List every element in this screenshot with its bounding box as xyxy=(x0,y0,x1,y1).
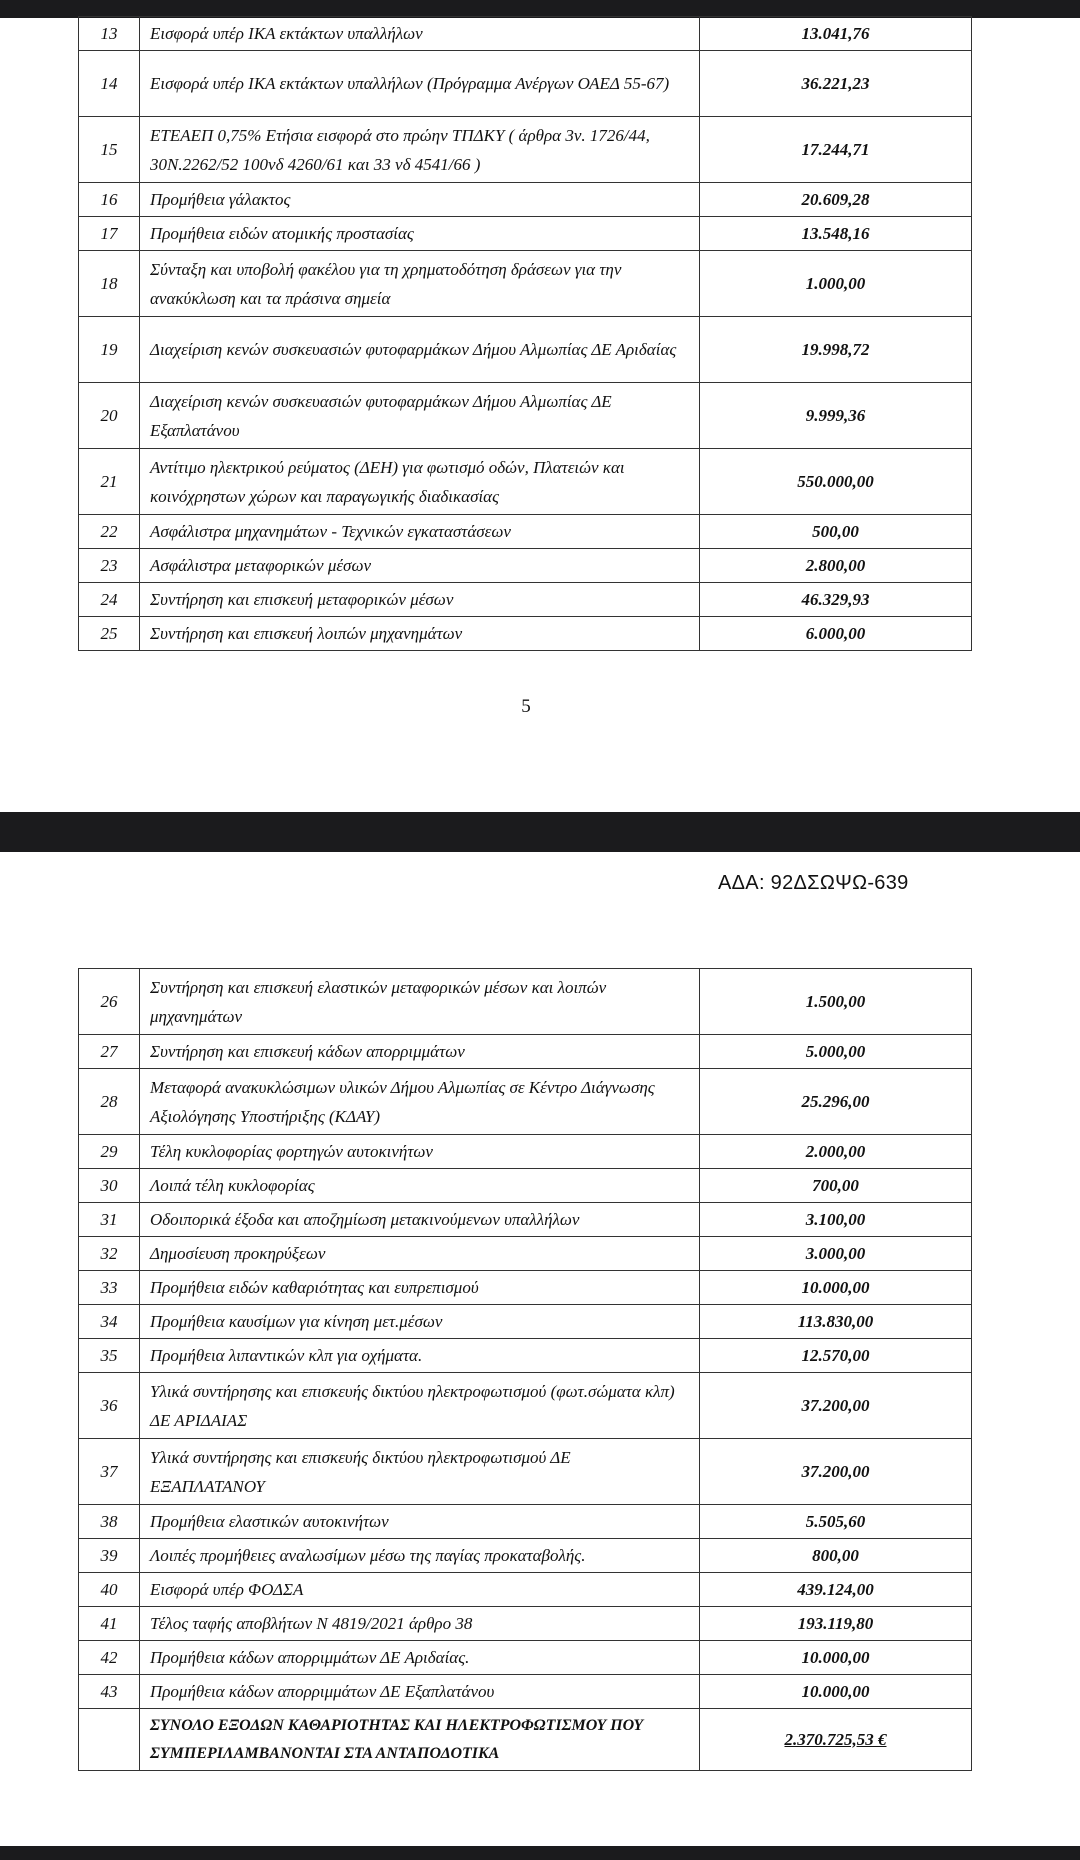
row-amount: 9.999,36 xyxy=(700,383,972,449)
row-number: 14 xyxy=(79,51,140,117)
row-number: 31 xyxy=(79,1203,140,1237)
row-amount: 550.000,00 xyxy=(700,449,972,515)
table-row xyxy=(79,1169,972,1203)
row-number: 33 xyxy=(79,1271,140,1305)
table-row xyxy=(79,1271,972,1305)
row-number: 36 xyxy=(79,1373,140,1439)
row-number: 15 xyxy=(79,117,140,183)
table-row xyxy=(79,1035,972,1069)
row-number: 38 xyxy=(79,1505,140,1539)
table-row xyxy=(79,549,972,583)
row-number: 22 xyxy=(79,515,140,549)
row-description: Προμήθεια κάδων απορριμμάτων ΔΕ Αριδαίας. xyxy=(140,1641,700,1675)
row-description: Τέλος ταφής αποβλήτων Ν 4819/2021 άρθρο 38 xyxy=(140,1607,700,1641)
row-amount: 6.000,00 xyxy=(700,617,972,651)
row-amount: 10.000,00 xyxy=(700,1271,972,1305)
table-row xyxy=(79,1069,972,1135)
total-label: ΣΥΝΟΛΟ ΕΞΟΔΩΝ ΚΑΘΑΡΙΟΤΗΤΑΣ ΚΑΙ ΗΛΕΚΤΡΟΦΩΤΙΣΜΟΥ ΠΟΥ ΣΥΜΠΕΡΙΛΑΜΒΑΝΟΝΤΑΙ ΣΤΑ ΑΝΤΑΠΟΔΟΤΙΚΑ xyxy=(140,1709,700,1771)
row-number: 18 xyxy=(79,251,140,317)
row-description: Υλικά συντήρησης και επισκευής δικτύου ηλεκτροφωτισμού (φωτ.σώματα κλπ) ΔΕ ΑΡΙΔΑΙΑΣ xyxy=(140,1373,700,1439)
table-row xyxy=(79,449,972,515)
row-amount: 500,00 xyxy=(700,515,972,549)
table-row xyxy=(79,217,972,251)
row-number: 24 xyxy=(79,583,140,617)
page-separator-band xyxy=(0,812,1080,852)
table-row xyxy=(79,1237,972,1271)
row-amount: 3.000,00 xyxy=(700,1237,972,1271)
row-amount: 36.221,23 xyxy=(700,51,972,117)
row-description: Προμήθεια ειδών καθαριότητας και ευπρεπισμού xyxy=(140,1271,700,1305)
table-row xyxy=(79,1339,972,1373)
row-amount: 12.570,00 xyxy=(700,1339,972,1373)
row-description: Αντίτιμο ηλεκτρικού ρεύματος (ΔΕΗ) για φωτισμό οδών, Πλατειών και κοινόχρηστων χώρων και παραγωγικής διαδικασίας xyxy=(140,449,700,515)
row-description: Διαχείριση κενών συσκευασιών φυτοφαρμάκων Δήμου Αλμωπίας ΔΕ Αριδαίας xyxy=(140,317,700,383)
row-amount: 10.000,00 xyxy=(700,1675,972,1709)
ada-code: ΑΔΑ: 92ΔΣΩΨΩ-639 xyxy=(718,872,909,894)
row-number: 43 xyxy=(79,1675,140,1709)
table-row xyxy=(79,51,972,117)
row-description: Προμήθεια κάδων απορριμμάτων ΔΕ Εξαπλατάνου xyxy=(140,1675,700,1709)
row-amount: 3.100,00 xyxy=(700,1203,972,1237)
table-row xyxy=(79,1641,972,1675)
row-number: 37 xyxy=(79,1439,140,1505)
table-row xyxy=(79,117,972,183)
table-row xyxy=(79,1373,972,1439)
row-description: Προμήθεια γάλακτος xyxy=(140,183,700,217)
row-number: 35 xyxy=(79,1339,140,1373)
table-row xyxy=(79,515,972,549)
row-amount: 5.505,60 xyxy=(700,1505,972,1539)
row-description: Λοιπά τέλη κυκλοφορίας xyxy=(140,1169,700,1203)
row-amount: 2.800,00 xyxy=(700,549,972,583)
row-amount: 193.119,80 xyxy=(700,1607,972,1641)
row-number: 16 xyxy=(79,183,140,217)
row-description: Συντήρηση και επισκευή ελαστικών μεταφορικών μέσων και λοιπών μηχανημάτων xyxy=(140,969,700,1035)
table-row xyxy=(79,969,972,1035)
table-row xyxy=(79,383,972,449)
row-description: Δημοσίευση προκηρύξεων xyxy=(140,1237,700,1271)
row-number: 26 xyxy=(79,969,140,1035)
row-number: 32 xyxy=(79,1237,140,1271)
row-amount: 700,00 xyxy=(700,1169,972,1203)
table-row xyxy=(79,583,972,617)
row-number: 39 xyxy=(79,1539,140,1573)
row-amount: 13.041,76 xyxy=(700,17,972,51)
row-description: Εισφορά υπέρ ΙΚΑ εκτάκτων υπαλλήλων xyxy=(140,17,700,51)
table-row xyxy=(79,251,972,317)
row-amount: 17.244,71 xyxy=(700,117,972,183)
table-row xyxy=(79,17,972,51)
table-row xyxy=(79,1439,972,1505)
row-number: 28 xyxy=(79,1069,140,1135)
expenses-table-page-5 xyxy=(78,16,972,651)
row-number: 40 xyxy=(79,1573,140,1607)
row-number: 34 xyxy=(79,1305,140,1339)
bottom-dark-band xyxy=(0,1846,1080,1860)
table-row xyxy=(79,1203,972,1237)
row-amount: 1.500,00 xyxy=(700,969,972,1035)
row-description: Προμήθεια ελαστικών αυτοκινήτων xyxy=(140,1505,700,1539)
row-number: 30 xyxy=(79,1169,140,1203)
row-number: 21 xyxy=(79,449,140,515)
row-amount: 800,00 xyxy=(700,1539,972,1573)
row-amount: 25.296,00 xyxy=(700,1069,972,1135)
row-amount: 37.200,00 xyxy=(700,1373,972,1439)
row-amount: 13.548,16 xyxy=(700,217,972,251)
table-row xyxy=(79,617,972,651)
row-number: 25 xyxy=(79,617,140,651)
row-number: 42 xyxy=(79,1641,140,1675)
row-description: ΕΤΕΑΕΠ 0,75% Ετήσια εισφορά στο πρώην ΤΠΔΚΥ ( άρθρα 3ν. 1726/44, 30Ν.2262/52 100νδ 4260/61 και 33 νδ 4541/66 ) xyxy=(140,117,700,183)
row-description: Συντήρηση και επισκευή κάδων απορριμμάτων xyxy=(140,1035,700,1069)
row-amount: 2.000,00 xyxy=(700,1135,972,1169)
row-description: Εισφορά υπέρ ΦΟΔΣΑ xyxy=(140,1573,700,1607)
row-amount: 19.998,72 xyxy=(700,317,972,383)
row-number: 29 xyxy=(79,1135,140,1169)
row-description: Προμήθεια καυσίμων για κίνηση μετ.μέσων xyxy=(140,1305,700,1339)
row-amount: 46.329,93 xyxy=(700,583,972,617)
table-row xyxy=(79,1135,972,1169)
row-description: Οδοιπορικά έξοδα και αποζημίωση μετακινούμενων υπαλλήλων xyxy=(140,1203,700,1237)
row-description: Προμήθεια ειδών ατομικής προστασίας xyxy=(140,217,700,251)
row-description: Προμήθεια λιπαντικών κλπ για οχήματα. xyxy=(140,1339,700,1373)
row-number: 20 xyxy=(79,383,140,449)
row-amount: 1.000,00 xyxy=(700,251,972,317)
row-description: Διαχείριση κενών συσκευασιών φυτοφαρμάκων Δήμου Αλμωπίας ΔΕ Εξαπλατάνου xyxy=(140,383,700,449)
row-description: Ασφάλιστρα μεταφορικών μέσων xyxy=(140,549,700,583)
table-row xyxy=(79,1573,972,1607)
row-amount: 37.200,00 xyxy=(700,1439,972,1505)
row-number: 41 xyxy=(79,1607,140,1641)
row-description: Λοιπές προμήθειες αναλωσίμων μέσω της παγίας προκαταβολής. xyxy=(140,1539,700,1573)
row-amount: 439.124,00 xyxy=(700,1573,972,1607)
row-amount: 5.000,00 xyxy=(700,1035,972,1069)
page-number: 5 xyxy=(521,696,531,717)
row-description: Μεταφορά ανακυκλώσιμων υλικών Δήμου Αλμωπίας σε Κέντρο Διάγνωσης Αξιολόγησης Υποστήριξης (ΚΔΑΥ) xyxy=(140,1069,700,1135)
row-description: Ασφάλιστρα μηχανημάτων - Τεχνικών εγκαταστάσεων xyxy=(140,515,700,549)
total-row-number xyxy=(79,1709,140,1771)
row-amount: 10.000,00 xyxy=(700,1641,972,1675)
row-number: 13 xyxy=(79,17,140,51)
row-number: 19 xyxy=(79,317,140,383)
row-number: 17 xyxy=(79,217,140,251)
table-row xyxy=(79,183,972,217)
row-description: Συντήρηση και επισκευή μεταφορικών μέσων xyxy=(140,583,700,617)
expenses-table-page-6 xyxy=(78,968,972,1771)
row-description: Τέλη κυκλοφορίας φορτηγών αυτοκινήτων xyxy=(140,1135,700,1169)
total-amount: 2.370.725,53 € xyxy=(700,1709,972,1771)
row-description: Συντήρηση και επισκευή λοιπών μηχανημάτων xyxy=(140,617,700,651)
row-number: 27 xyxy=(79,1035,140,1069)
table-row xyxy=(79,317,972,383)
table-row xyxy=(79,1305,972,1339)
table-row xyxy=(79,1675,972,1709)
row-amount: 20.609,28 xyxy=(700,183,972,217)
table-row xyxy=(79,1539,972,1573)
table-row xyxy=(79,1505,972,1539)
table-row xyxy=(79,1607,972,1641)
row-description: Σύνταξη και υποβολή φακέλου για τη χρηματοδότηση δράσεων για την ανακύκλωση και τα πράσινα σημεία xyxy=(140,251,700,317)
row-number: 23 xyxy=(79,549,140,583)
row-description: Υλικά συντήρησης και επισκευής δικτύου ηλεκτροφωτισμού ΔΕ ΕΞΑΠΛΑΤΑΝΟΥ xyxy=(140,1439,700,1505)
row-description: Εισφορά υπέρ ΙΚΑ εκτάκτων υπαλλήλων (Πρόγραμμα Ανέργων ΟΑΕΔ 55-67) xyxy=(140,51,700,117)
total-row xyxy=(79,1709,972,1771)
row-amount: 113.830,00 xyxy=(700,1305,972,1339)
